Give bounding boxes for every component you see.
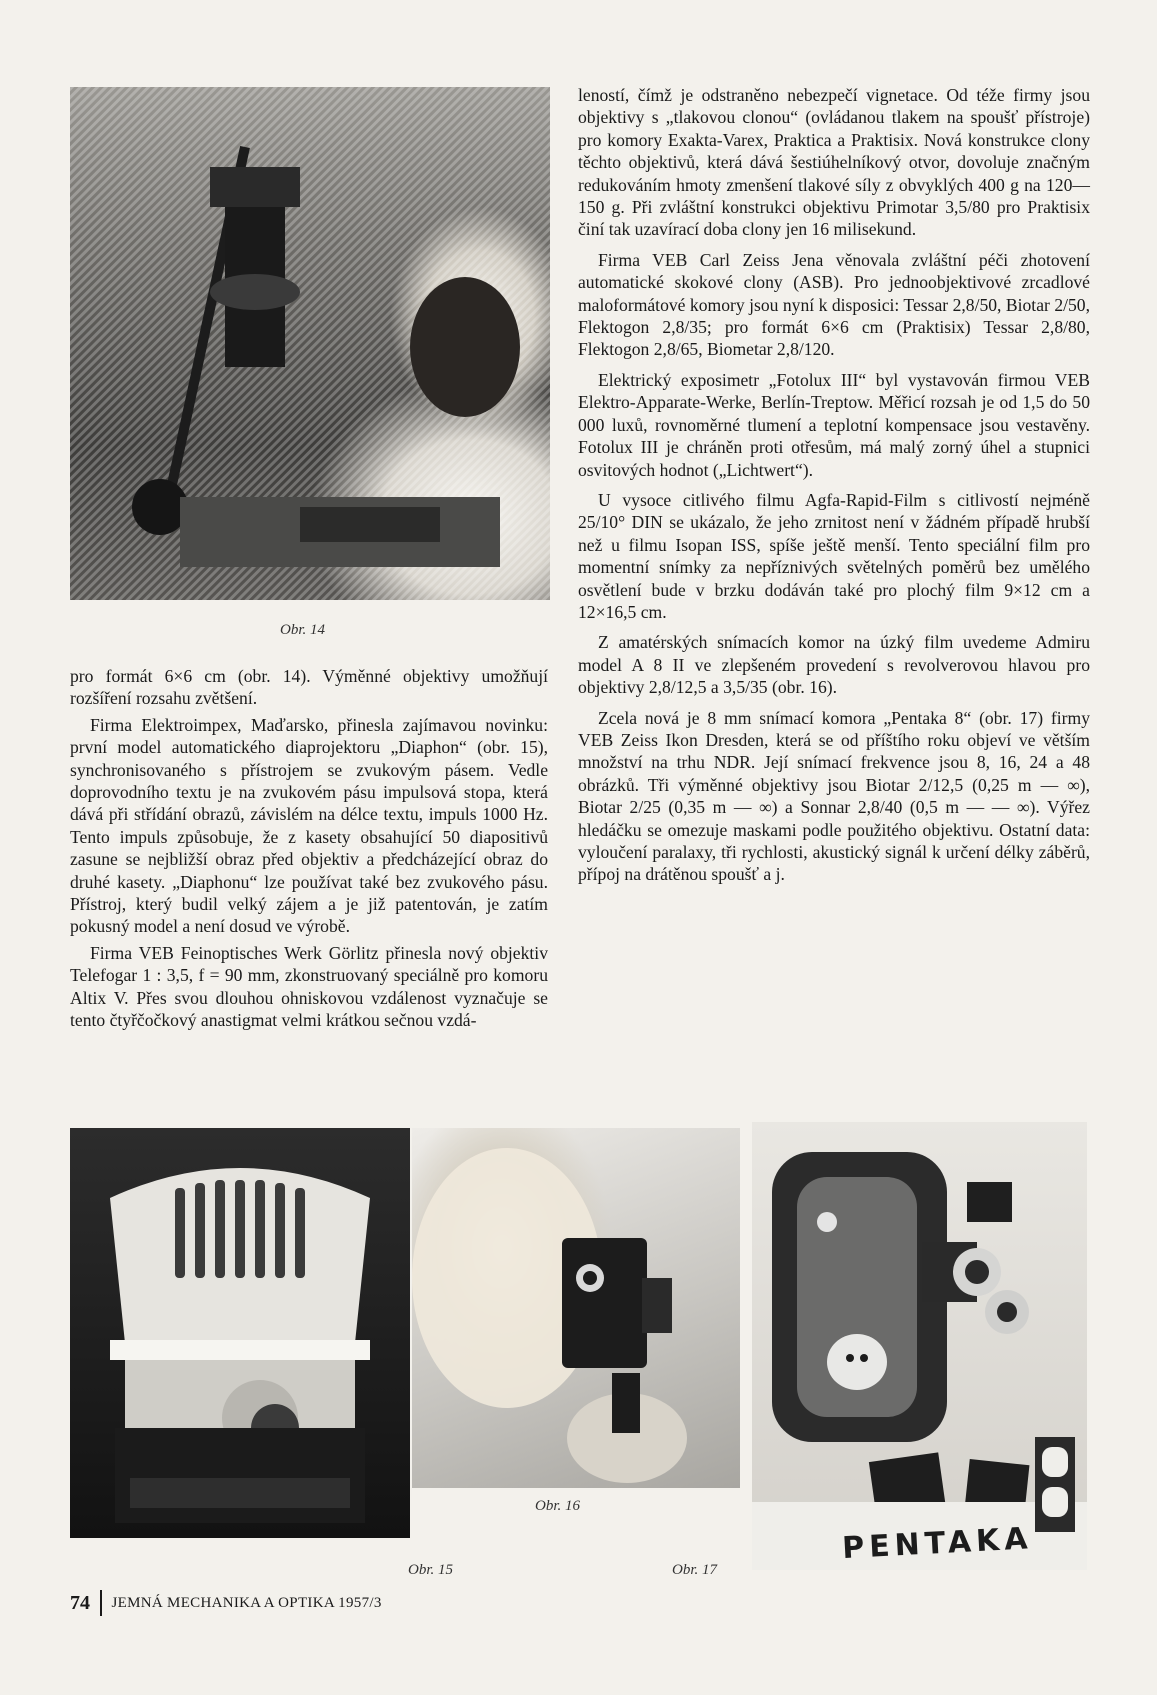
- right-paragraph-1: leností, čímž je odstraněno nebezpečí vignetace. Od téže firmy jsou objektivy s „tlakovou clonou“ (ovládanou tlakem na spoušť přístroje) pro komory Exakta-Varex, Praktica a Praktisix. Nová konstrukce clony těchto objektivů, která dává šestiúhelníkový otvor, dovoluje značným redukováním hmoty zmenšení tlakové síly z obvyklých 400 g na 120—150 g. Při zvláštní konstrukci objektivu Primotar 3,5/80 pro Praktisix činí tak uzavírací doba clony jen 16 milisekund.: [578, 85, 1090, 240]
- left-paragraph-3: Firma VEB Feinoptisches Werk Görlitz přinesla nový objektiv Telefogar 1 : 3,5, f = 90 mm, zkonstruovaný speciálně pro komoru Altix V. Přes svou dlouhou ohniskovou vzdálenost vyznačuje se tento čtyřčočkový anastigmat velmi krátkou sečnou vzdá-: [70, 942, 548, 1031]
- figure-15-photo: [70, 1128, 410, 1538]
- figure-16-photo: [412, 1128, 740, 1488]
- figure-16-caption: Obr. 16: [535, 1498, 581, 1514]
- right-column: [578, 84, 1090, 894]
- right-paragraph-3: Elektrický exposimetr „Fotolux III“ byl vystavován firmou VEB Elektro-Apparate-Werke, Berlín-Treptow. Měřicí rozsah je od 1,5 do 50 000 luxů, rovnoměrné tlumení a teplotní kompensace jsou vestavěny. Fotolux III je chráněn proti otřesům, má malý zorný úhel a stupnici osvitových hodnot („Lichtwert“).: [578, 369, 1090, 480]
- figure-14-photo: [70, 87, 550, 600]
- right-paragraph-5: Z amatérských snímacích komor na úzký film uvedeme Admiru model A 8 II ve zlepšeném provedení s revolverovou hlavou pro objektivy 2,8/12,5 a 3,5/35 (obr. 16).: [578, 632, 1090, 698]
- figure-15-caption: Obr. 15: [408, 1562, 454, 1578]
- right-paragraph-2: Firma VEB Carl Zeiss Jena věnovala zvláštní péči zhotovení automatické skokové clony (ASB). Pro jednoobjektivové zrcadlové maloformátové komory jsou nyní k disposici: Tessar 2,8/50, Biotar 2/50, Flektogon 2,8/35; pro formát 6×6 cm (Praktisix) Tessar 2,8/80, Flektogon 2,8/65, Biometar 2,8/120.: [578, 249, 1090, 360]
- page-footer: [70, 1590, 382, 1616]
- page-number: 74: [70, 1591, 90, 1614]
- figure-17-caption: Obr. 17: [672, 1562, 718, 1578]
- right-paragraph-4: U vysoce citlivého filmu Agfa-Rapid-Film s citlivostí nejméně 25/10° DIN se ukázalo, že jeho zrnitost není v žádném případě hrubší než u filmu Isopan ISS, spíše ještě menší. Tento speciální film pro momentní snímky za nepříznivých světelných poměrů bez umělého osvětlení bude v brzku dodáván také pro plochý film 9×12 cm a 12×16,5 cm.: [578, 489, 1090, 622]
- journal-title: JEMNÁ MECHANIKA A OPTIKA 1957/3: [111, 1594, 382, 1611]
- figure-17-photo: [752, 1122, 1087, 1570]
- figure-17-sign-text: PENTAKA: [841, 1521, 1034, 1567]
- left-column: [70, 665, 548, 1036]
- figure-14-caption: Obr. 14: [280, 622, 326, 638]
- footer-divider: [100, 1590, 102, 1616]
- left-paragraph-1: pro formát 6×6 cm (obr. 14). Výměnné objektivy umožňují rozšíření rozsahu zvětšení.: [70, 666, 548, 709]
- left-paragraph-2: Firma Elektroimpex, Maďarsko, přinesla zajímavou novinku: první model automatického diaprojektoru „Diaphon“ (obr. 15), synchronisovaného s přístrojem se zvukovým pásem. Vedle doprovodního textu je na zvukovém pásu impulsová stopa, která dává při střídání obrazů, závislém na délce textu, impuls 1000 Hz. Tento impuls způsobuje, že z kasety obsahující 50 diapositivů zasune se nejbližší obraz před objektiv a předcházející obraz do druhé kasety. „Diaphonu“ lze používat také bez zvukového pásu. Přístroj, který budil velký zájem a je již patentován, je zatím pokusný model a není dosud ve výrobě.: [70, 714, 548, 937]
- right-paragraph-6: Zcela nová je 8 mm snímací komora „Pentaka 8“ (obr. 17) firmy VEB Zeiss Ikon Dresden, která se od příštího roku objeví ve větším množství na trhu NDR. Její snímací frekvence jsou 8, 16, 24 a 48 obrázků. Tři výměnné objektivy jsou Biotar 2/12,5 (0,25 m — ∞), Biotar 2/25 (0,35 m — ∞) a Sonnar 2,8/40 (0,5 m — — ∞). Výřez hledáčku se omezuje maskami podle použitého objektivu. Ostatní data: vyloučení paralaxy, tři rychlosti, akustický signál k určení délky záběrů, přípoj na drátěnou spoušť a j.: [578, 707, 1090, 885]
